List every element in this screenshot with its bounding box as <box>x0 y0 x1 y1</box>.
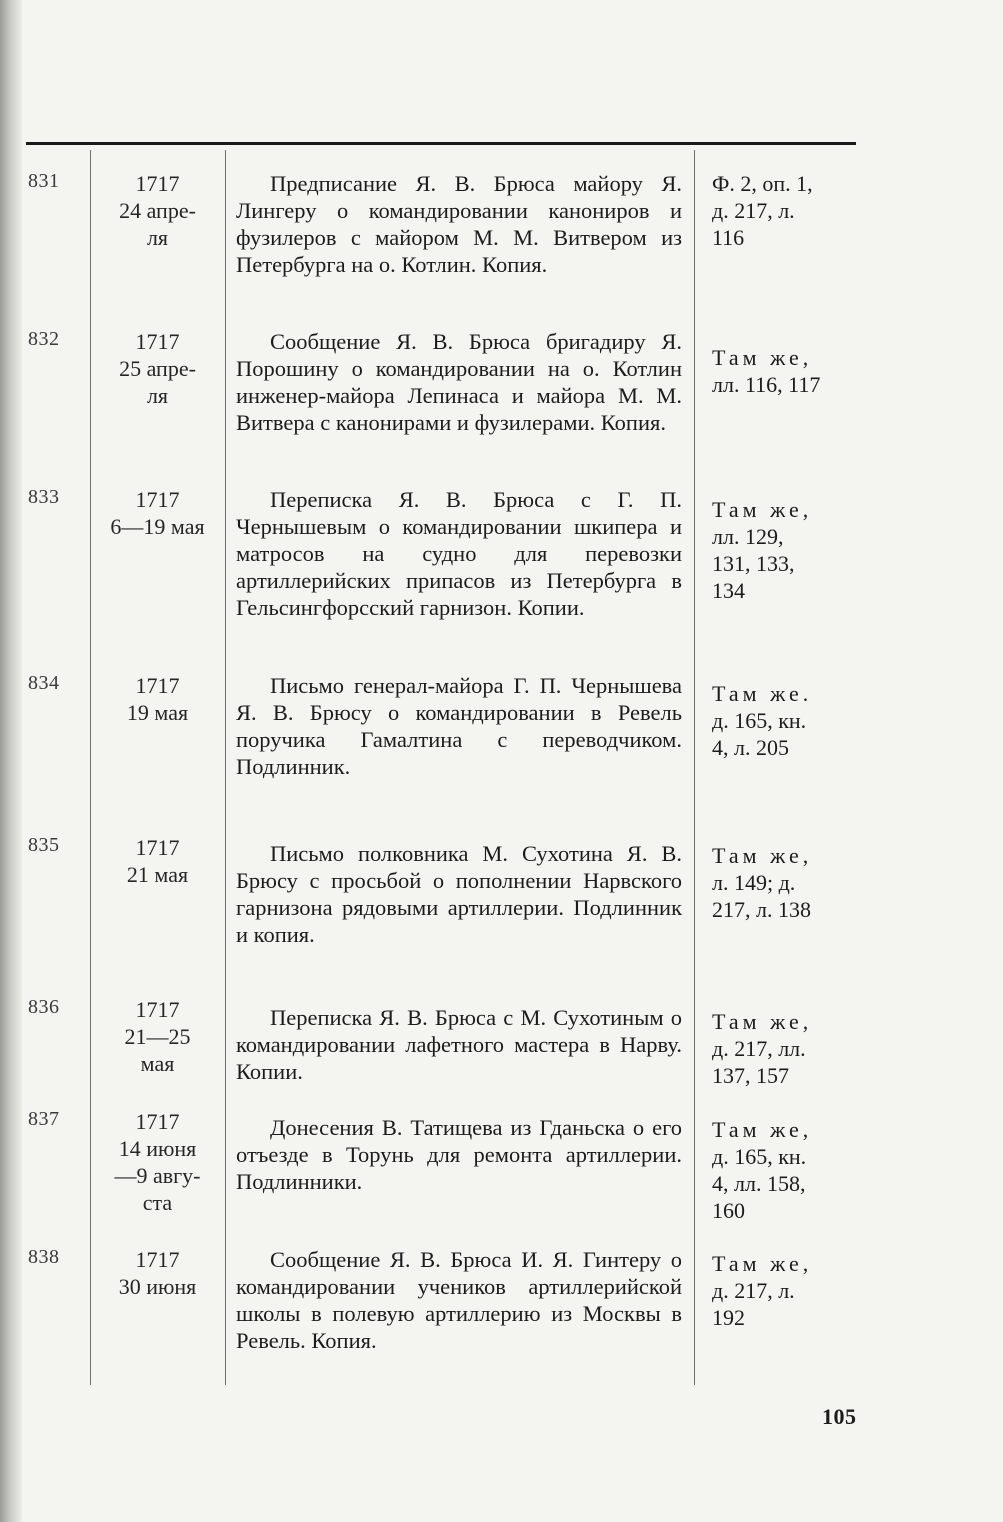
entry-ref-line: лл. 116, 117 <box>712 372 821 397</box>
entry-date <box>95 1108 220 1216</box>
entry-ref-line: Там же, <box>712 1251 813 1276</box>
entry-ref-line: 4, л. 205 <box>712 735 789 760</box>
entry-date-detail-2: ля <box>146 383 169 408</box>
entry-date-year: 1717 <box>135 1109 180 1134</box>
entry-date <box>95 1246 220 1300</box>
entry-ref-line: лл. 129, <box>712 524 784 549</box>
entry-description: Переписка Я. В. Брюса с М. Сухотиным о командировании лафетного мастера в Нарву. Копии. <box>236 1005 682 1084</box>
entry-ref-line: Там же, <box>712 345 813 370</box>
entry-date-detail: 6—19 мая <box>110 514 205 539</box>
entry-ref-line: Там же, <box>712 1117 813 1142</box>
entry-archive-reference <box>712 170 862 251</box>
entry-ref-line: 137, 157 <box>712 1063 789 1088</box>
entry-date-year: 1717 <box>135 1247 180 1272</box>
entry-ref-line: Там же, <box>712 497 813 522</box>
entry-date-detail-3: ста <box>142 1190 173 1215</box>
entry-archive-reference <box>712 1116 862 1224</box>
column-divider-date <box>225 150 226 1385</box>
entry-archive-reference <box>712 496 862 604</box>
entry-ref-line: Там же, <box>712 843 813 868</box>
entry-date-detail-2: мая <box>140 1051 175 1076</box>
entry-ref-line: д. 217, л. <box>712 198 795 223</box>
entry-description: Предписание Я. В. Брюса майору Я. Лингеру о командировании канониров и фузилеров с майором М. М. Витвером из Петербурга на о. Котлин. Копия. <box>236 171 682 277</box>
entry-date-year: 1717 <box>135 329 180 354</box>
column-divider-description <box>694 150 695 1385</box>
entry-ref-line: 134 <box>712 578 745 603</box>
entry-date <box>95 996 220 1077</box>
entry-date-detail: 19 мая <box>126 700 189 725</box>
entry-date-detail-2: —9 авгу- <box>114 1163 201 1188</box>
page-binding-shadow <box>0 0 22 1522</box>
entry-description: Письмо генерал-майора Г. П. Чернышева Я. В. Брюсу о командировании в Ревель поручика Гамалтина с переводчиком. Подлинник. <box>236 673 682 779</box>
page-number: 105 <box>822 1404 857 1429</box>
entry-date <box>95 834 220 888</box>
entry-ref-line: Там же. <box>712 681 813 706</box>
entry-date-detail: 21 мая <box>126 862 189 887</box>
entry-date <box>95 328 220 409</box>
entry-ref-line: Там же, <box>712 1009 813 1034</box>
entry-date-year: 1717 <box>135 673 180 698</box>
entry-ref-line: д. 165, кн. <box>712 708 807 733</box>
entry-number: 837 <box>28 1108 60 1130</box>
entry-description: Сообщение Я. В. Брюса бригадиру Я. Порошину о командировании на о. Котлин инженер-майора Лепинаса и майора М. М. Витвера с канонирами и фузилерами. Копия. <box>236 329 682 435</box>
entry-number: 832 <box>28 328 60 350</box>
entry-ref-line: 160 <box>712 1198 745 1223</box>
entry-archive-reference <box>712 842 862 923</box>
entry-number: 834 <box>28 672 60 694</box>
entry-date <box>95 672 220 726</box>
entry-date-detail-2: ля <box>146 225 169 250</box>
entry-archive-reference <box>712 1250 862 1331</box>
entry-date-detail: 24 апре- <box>119 198 196 223</box>
entry-date-year: 1717 <box>135 997 180 1022</box>
entry-ref-line: Ф. 2, оп. 1, <box>712 171 813 196</box>
column-divider-number <box>90 150 91 1385</box>
entry-number: 838 <box>28 1246 60 1268</box>
entry-ref-line: д. 217, л. <box>712 1278 795 1303</box>
entry-number: 831 <box>28 170 60 192</box>
entry-ref-line: л. 149; д. <box>712 870 796 895</box>
entry-ref-line: д. 165, кн. <box>712 1144 807 1169</box>
entry-ref-line: 4, лл. 158, <box>712 1171 806 1196</box>
entry-date-detail: 14 июня <box>118 1136 197 1161</box>
entry-date <box>95 170 220 251</box>
table-top-rule <box>26 142 856 145</box>
entry-archive-reference <box>712 344 862 398</box>
entry-description: Письмо полковника М. Сухотина Я. В. Брюсу с просьбой о пополнении Нарвского гарнизона рядовыми артиллерии. Подлинник и копия. <box>236 841 682 947</box>
entry-date-detail: 25 апре- <box>119 356 196 381</box>
entry-ref-line: 131, 133, <box>712 551 795 576</box>
entry-date <box>95 486 220 540</box>
entry-ref-line: д. 217, лл. <box>712 1036 806 1061</box>
entry-number: 835 <box>28 834 60 856</box>
entry-description: Переписка Я. В. Брюса с Г. П. Чернышевым о командировании шкипера и матросов на судно для перевозки артиллерийских припасов из Петербурга в Гельсингфорсский гарнизон. Копии. <box>236 487 682 620</box>
entry-description: Донесения В. Татищева из Гданьска о его отъезде в Торунь для ремонта артиллерии. Подлинники. <box>236 1115 682 1194</box>
entry-date-year: 1717 <box>135 487 180 512</box>
entry-ref-line: 192 <box>712 1305 745 1330</box>
entry-date-year: 1717 <box>135 171 180 196</box>
entry-description: Сообщение Я. В. Брюса И. Я. Гинтеру о командировании учеников артиллерийской школы в полевую артиллерию из Москвы в Ревель. Копия. <box>236 1247 682 1353</box>
entry-date-detail: 21—25 <box>124 1024 191 1049</box>
entry-date-year: 1717 <box>135 835 180 860</box>
entry-number: 836 <box>28 996 60 1018</box>
entry-ref-line: 217, л. 138 <box>712 897 811 922</box>
entry-archive-reference <box>712 1008 862 1089</box>
entry-date-detail: 30 июня <box>118 1274 197 1299</box>
entry-archive-reference <box>712 680 862 761</box>
entry-ref-line: 116 <box>712 225 745 250</box>
entry-number: 833 <box>28 486 60 508</box>
